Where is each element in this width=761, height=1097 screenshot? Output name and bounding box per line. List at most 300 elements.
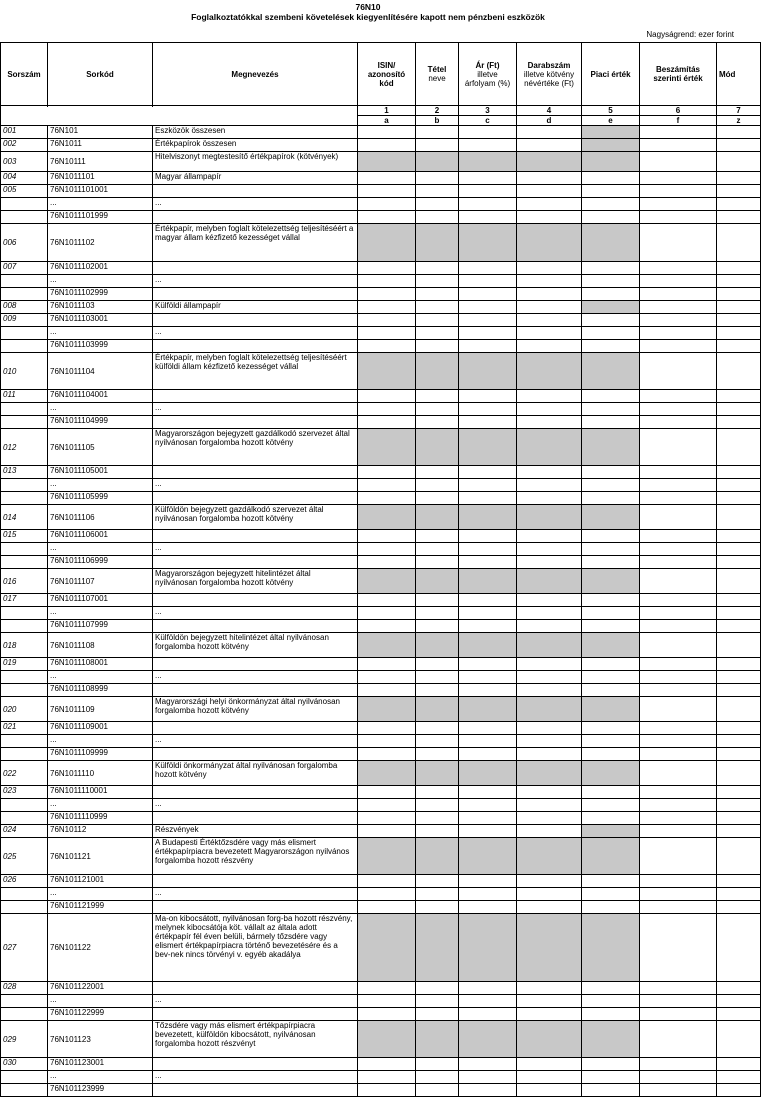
row-sorszam: 015 [1,530,48,543]
data-cell [459,340,517,353]
data-cell [582,275,640,288]
data-cell [582,152,640,172]
col-letter: b [416,116,459,126]
row-sorszam: 007 [1,262,48,275]
table-row [1,172,761,185]
data-cell [640,172,717,185]
row-sorkod: 76N1011106001 [48,530,153,543]
data-cell [358,543,416,556]
data-cell [582,139,640,152]
row-megnevezes [153,211,358,224]
row-sorszam: 012 [1,429,48,466]
data-cell [640,314,717,327]
data-cell [416,1021,459,1058]
data-cell [358,812,416,825]
table-row [1,327,761,340]
table-row [1,1021,761,1058]
data-cell [358,761,416,786]
data-cell [358,1008,416,1021]
data-cell [459,429,517,466]
row-sorszam: 005 [1,185,48,198]
data-cell [517,633,582,658]
table-row [1,403,761,416]
row-sorkod: ... [48,543,153,556]
form-code: 76N10 [355,2,381,12]
row-megnevezes: ... [153,671,358,684]
table-row [1,262,761,275]
data-cell [459,697,517,722]
table-row [1,543,761,556]
data-cell [517,262,582,275]
data-cell [517,275,582,288]
data-cell [717,126,761,139]
row-sorszam [1,684,48,697]
table-row [1,390,761,403]
row-sorszam: 014 [1,505,48,530]
table-row [1,1008,761,1021]
data-cell [517,684,582,697]
table-row [1,224,761,262]
row-sorszam [1,327,48,340]
data-cell [459,607,517,620]
data-cell [416,340,459,353]
data-cell [582,569,640,594]
data-cell [582,185,640,198]
data-cell [717,211,761,224]
header-megnevezes: Megnevezés [153,43,358,106]
data-cell [358,340,416,353]
table-row [1,607,761,620]
row-sorszam: 011 [1,390,48,403]
data-cell [358,126,416,139]
data-cell [358,658,416,671]
data-cell [582,1071,640,1084]
data-cell [517,139,582,152]
data-cell [582,353,640,390]
data-cell [416,275,459,288]
col-letter: a [358,116,416,126]
data-cell [640,429,717,466]
data-cell [358,982,416,995]
data-cell [582,684,640,697]
row-sorszam: 008 [1,301,48,314]
row-megnevezes: Részvények [153,825,358,838]
table-row [1,340,761,353]
data-cell [416,224,459,262]
row-sorszam [1,812,48,825]
data-cell [517,697,582,722]
data-cell [640,390,717,403]
row-sorszam: 001 [1,126,48,139]
data-cell [717,888,761,901]
table-row [1,799,761,812]
data-cell [640,340,717,353]
data-cell [416,875,459,888]
data-cell [640,492,717,505]
data-cell [717,1008,761,1021]
data-cell [416,748,459,761]
data-cell [416,288,459,301]
data-cell [640,1084,717,1097]
data-cell [459,390,517,403]
row-sorszam: 002 [1,139,48,152]
data-cell [640,556,717,569]
data-cell [416,543,459,556]
data-cell [517,185,582,198]
data-cell [416,684,459,697]
data-cell [717,543,761,556]
row-sorkod: 76N1011102001 [48,262,153,275]
data-cell [582,697,640,722]
data-cell [582,658,640,671]
row-sorszam: 023 [1,786,48,799]
row-sorszam [1,543,48,556]
data-cell [717,697,761,722]
data-cell [582,607,640,620]
data-cell [416,633,459,658]
data-cell [717,466,761,479]
data-cell [358,1021,416,1058]
data-cell [640,152,717,172]
data-cell [416,1071,459,1084]
data-cell [582,1058,640,1071]
table-row [1,761,761,786]
row-megnevezes [153,901,358,914]
data-cell [717,1058,761,1071]
data-cell [582,1021,640,1058]
data-cell [582,466,640,479]
row-megnevezes [153,786,358,799]
data-cell [517,466,582,479]
col-number: 1 [358,106,416,116]
data-cell [416,353,459,390]
data-cell [416,671,459,684]
data-cell [459,314,517,327]
data-cell [459,748,517,761]
data-cell [459,211,517,224]
row-megnevezes: Külföldi önkormányzat által nyilvánosan forgalomba hozott kötvény [153,761,358,786]
data-cell [517,1058,582,1071]
data-cell [717,224,761,262]
data-cell [416,327,459,340]
data-cell [459,799,517,812]
table-row [1,735,761,748]
row-sorkod: 76N1011109999 [48,748,153,761]
table-row [1,825,761,838]
row-megnevezes [153,1084,358,1097]
data-cell [459,301,517,314]
row-sorkod: ... [48,327,153,340]
data-cell [459,914,517,982]
row-megnevezes [153,314,358,327]
row-sorszam [1,275,48,288]
data-cell [358,633,416,658]
data-cell [582,633,640,658]
row-sorszam [1,1071,48,1084]
row-megnevezes: Értékpapír, melyben foglalt kötelezettség teljesítéséért külföldi állam kézfizető kezességet vállal [153,353,358,390]
data-cell [459,888,517,901]
data-cell [717,1084,761,1097]
data-cell [582,340,640,353]
data-cell [416,799,459,812]
data-cell [717,556,761,569]
table-row [1,429,761,466]
data-cell [358,875,416,888]
data-cell [640,633,717,658]
data-cell [517,288,582,301]
data-cell [582,262,640,275]
table-row [1,658,761,671]
row-megnevezes [153,684,358,697]
data-cell [717,301,761,314]
header-col-5: Piaci érték [582,43,640,106]
row-sorszam: 028 [1,982,48,995]
data-cell [717,569,761,594]
data-cell [582,901,640,914]
data-cell [358,888,416,901]
data-cell [517,479,582,492]
row-megnevezes [153,1058,358,1071]
row-sorkod: 76N1011102 [48,224,153,262]
data-cell [582,327,640,340]
row-sorszam [1,748,48,761]
data-cell [459,327,517,340]
row-sorszam [1,340,48,353]
row-sorkod: ... [48,995,153,1008]
row-sorkod: 76N101123999 [48,1084,153,1097]
data-cell [459,838,517,875]
data-cell [416,126,459,139]
row-sorkod: 76N1011110001 [48,786,153,799]
table-row [1,556,761,569]
data-cell [416,314,459,327]
data-cell [459,416,517,429]
table-row [1,198,761,211]
row-megnevezes: Külföldön bejegyzett gazdálkodó szervezet által nyilvánosan forgalomba hozott kötvény [153,505,358,530]
data-cell [517,126,582,139]
row-megnevezes [153,594,358,607]
data-cell [517,152,582,172]
data-cell [517,569,582,594]
data-cell [582,211,640,224]
data-cell [517,492,582,505]
data-cell [582,1008,640,1021]
data-cell [517,722,582,735]
table-row [1,301,761,314]
row-sorszam: 003 [1,152,48,172]
data-cell [416,594,459,607]
row-megnevezes: ... [153,735,358,748]
table-row [1,479,761,492]
data-cell [358,403,416,416]
data-cell [717,875,761,888]
data-cell [517,390,582,403]
data-cell [416,1058,459,1071]
row-sorkod: ... [48,1071,153,1084]
row-sorszam: 029 [1,1021,48,1058]
table-row [1,416,761,429]
row-sorkod: 76N1011103999 [48,340,153,353]
data-cell [517,658,582,671]
column-number-row [1,106,761,116]
row-sorszam [1,479,48,492]
data-cell [517,914,582,982]
data-cell [717,275,761,288]
row-megnevezes [153,416,358,429]
row-sorkod: 76N1011107001 [48,594,153,607]
data-cell [640,1008,717,1021]
row-megnevezes [153,530,358,543]
header-col-6: Beszámítás szerinti érték [640,43,717,106]
data-cell [416,722,459,735]
data-cell [582,838,640,875]
row-sorkod: ... [48,671,153,684]
data-cell [517,838,582,875]
data-cell [459,139,517,152]
data-cell [416,466,459,479]
data-cell [459,812,517,825]
table-row [1,620,761,633]
data-cell [640,262,717,275]
row-megnevezes [153,812,358,825]
data-cell [582,530,640,543]
data-cell [517,825,582,838]
data-cell [640,875,717,888]
data-cell [717,838,761,875]
column-letter-row [1,116,761,126]
report-table [0,42,761,1097]
table-row [1,838,761,875]
data-cell [717,353,761,390]
data-cell [459,684,517,697]
row-megnevezes [153,722,358,735]
data-cell [640,505,717,530]
data-cell [517,301,582,314]
data-cell [416,761,459,786]
data-cell [358,479,416,492]
row-megnevezes: ... [153,995,358,1008]
header-sorszam: Sorszám [1,43,48,106]
data-cell [717,1021,761,1058]
data-cell [416,505,459,530]
row-sorszam [1,211,48,224]
data-cell [640,982,717,995]
row-megnevezes: Magyar állampapír [153,172,358,185]
row-sorszam: 024 [1,825,48,838]
row-sorszam: 004 [1,172,48,185]
data-cell [358,620,416,633]
row-megnevezes: ... [153,543,358,556]
data-cell [717,722,761,735]
data-cell [416,735,459,748]
data-cell [717,152,761,172]
data-cell [416,390,459,403]
data-cell [459,353,517,390]
data-cell [358,466,416,479]
data-cell [358,288,416,301]
data-cell [358,301,416,314]
data-cell [717,1071,761,1084]
row-sorkod: 76N10112 [48,825,153,838]
data-cell [517,211,582,224]
data-cell [459,198,517,211]
row-megnevezes: A Budapesti Értéktőzsdére vagy más elismert értékpapírpiacra bevezetett Magyarországon nyilvános forgalomba hozott részvény [153,838,358,875]
data-cell [717,139,761,152]
row-megnevezes: ... [153,479,358,492]
table-row [1,1071,761,1084]
data-cell [517,403,582,416]
row-sorszam [1,995,48,1008]
table-row [1,466,761,479]
row-sorszam [1,1084,48,1097]
data-cell [416,825,459,838]
data-cell [358,314,416,327]
row-megnevezes: ... [153,607,358,620]
data-cell [459,466,517,479]
row-sorszam [1,288,48,301]
data-cell [358,429,416,466]
row-sorkod: 76N1011104 [48,353,153,390]
data-cell [358,353,416,390]
data-cell [459,982,517,995]
data-cell [459,556,517,569]
data-cell [416,492,459,505]
data-cell [582,492,640,505]
header-col-3: Ár (Ft) illetve árfolyam (%) [459,43,517,106]
data-cell [416,301,459,314]
data-cell [717,607,761,620]
row-sorszam [1,671,48,684]
row-megnevezes: Hitelviszonyt megtestesítő értékpapírok (kötvények) [153,152,358,172]
row-sorszam: 022 [1,761,48,786]
row-sorkod: ... [48,198,153,211]
data-cell [717,594,761,607]
data-cell [358,530,416,543]
data-cell [582,982,640,995]
row-sorszam: 019 [1,658,48,671]
row-sorkod: 76N101 [48,126,153,139]
data-cell [640,139,717,152]
data-cell [517,543,582,556]
row-sorkod: 76N10111 [48,152,153,172]
table-row [1,126,761,139]
data-cell [640,594,717,607]
data-cell [517,340,582,353]
table-row [1,812,761,825]
data-cell [358,492,416,505]
data-cell [459,1058,517,1071]
data-cell [358,735,416,748]
data-cell [640,224,717,262]
data-cell [582,671,640,684]
data-cell [640,275,717,288]
row-megnevezes: Magyarországi helyi önkormányzat által nyilvánosan forgalomba hozott kötvény [153,697,358,722]
data-cell [717,505,761,530]
data-cell [517,812,582,825]
data-cell [717,172,761,185]
data-cell [517,607,582,620]
table-row [1,569,761,594]
row-sorszam: 018 [1,633,48,658]
table-row [1,1084,761,1097]
data-cell [517,735,582,748]
data-cell [459,825,517,838]
data-cell [416,211,459,224]
data-cell [517,786,582,799]
row-sorkod: 76N1011108001 [48,658,153,671]
data-cell [717,390,761,403]
row-megnevezes [153,556,358,569]
